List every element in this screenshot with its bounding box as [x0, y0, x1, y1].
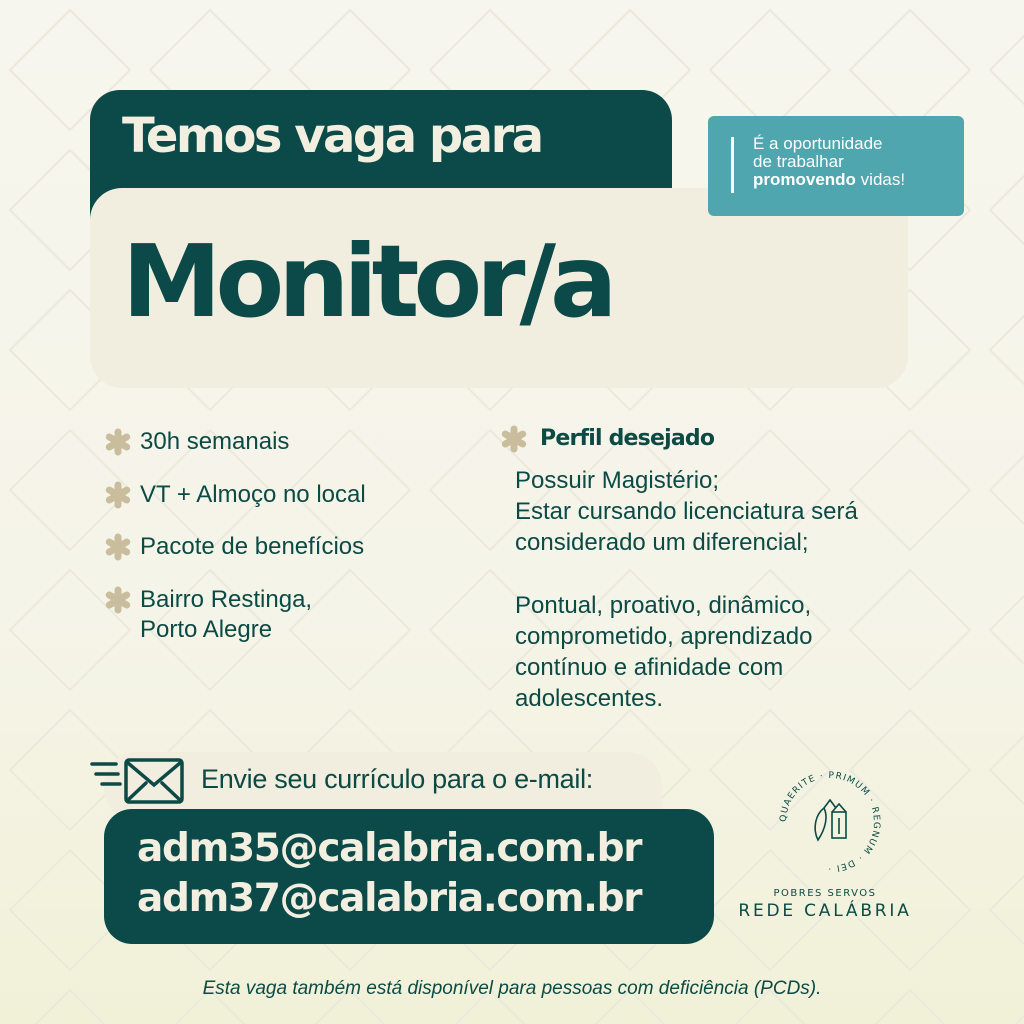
profile-title: Perfil desejado — [540, 426, 715, 451]
tagline-emphasis: promovendo — [753, 170, 856, 189]
tagline-box — [708, 116, 964, 216]
benefit-text: Porto Alegre — [140, 616, 273, 643]
profile-line: considerado um diferencial; — [515, 529, 809, 556]
svg-text:QUAERITE · PRIMUM · REGNUM · D — [779, 771, 881, 873]
benefit-text: Pacote de benefícios — [140, 533, 365, 560]
logo-subtitle: POBRES SERVOS — [773, 888, 877, 899]
profile-line: adolescentes. — [515, 685, 664, 712]
star-icon — [104, 481, 132, 509]
star-icon — [500, 425, 528, 453]
footer-note: Esta vaga também está disponível para pessoas com deficiência (PCDs). — [202, 978, 822, 999]
email-address-1[interactable]: adm35@calabria.com.br — [137, 826, 642, 871]
star-icon — [104, 428, 132, 456]
star-icon — [104, 533, 132, 561]
email-address-2[interactable]: adm37@calabria.com.br — [137, 876, 642, 921]
logo-name: REDE CALÁBRIA — [738, 901, 912, 921]
star-icon — [104, 586, 132, 614]
profile-line: contínuo e afinidade com — [515, 654, 784, 681]
seal-text: QUAERITE · PRIMUM · REGNUM · DEI · — [778, 770, 882, 874]
profile-line: Estar cursando licenciatura será — [515, 498, 858, 525]
envelope-icon — [90, 756, 186, 806]
headline: Temos vaga para — [122, 108, 542, 164]
benefit-text: VT + Almoço no local — [140, 481, 366, 508]
job-title: Monitor/a — [122, 223, 612, 340]
profile-line: Possuir Magistério; — [515, 467, 720, 494]
tagline-line-3 — [753, 171, 964, 189]
benefit-text: Bairro Restinga, — [140, 586, 313, 613]
tagline-rest: vidas! — [855, 170, 906, 189]
profile-line: Pontual, proativo, dinâmico, — [515, 592, 812, 619]
tagline-line-1: É a oportunidade — [753, 134, 883, 153]
tagline-divider — [731, 137, 734, 193]
tagline-line-2: de trabalhar — [753, 152, 844, 171]
benefit-text: 30h semanais — [140, 428, 290, 455]
contact-prompt: Envie seu currículo para o e-mail: — [201, 764, 593, 794]
seal-icon — [778, 770, 882, 874]
profile-line: comprometido, aprendizado — [515, 623, 813, 650]
